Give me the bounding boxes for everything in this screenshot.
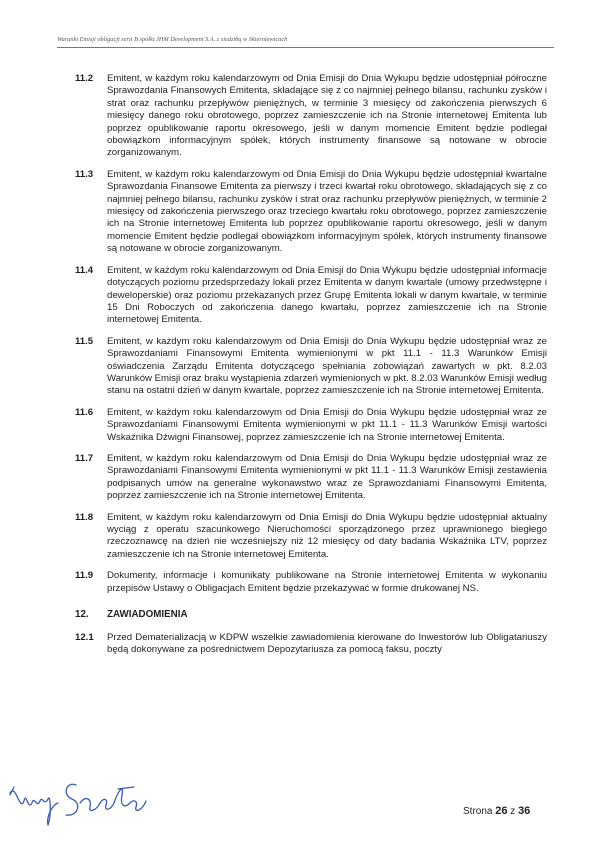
clause-number: 11.7 [75,452,94,464]
clause-text: Dokumenty, informacje i komunikaty publikowane na Stronie internetowej Emitenta w wykonaniu przepisów Ustawy o Obligacjach Emitent będzie przekazywać w formie drukowanej NS. [107,570,547,594]
page-label: Strona [463,806,493,817]
clause-text: Emitent, w każdym roku kalendarzowym od Dnia Emisji do Dnia Wykupu będzie udostępniał informacje dotyczących poziomu przedsprzedaży lokali przez Emitenta w danym kwartale (umowy przedwstępne i deweloperskie) oraz poziomu przekazanych przez Grupę Emitenta lokali w danym kwartale, w terminie 15 Dni Roboczych od zakończenia danego kwartału, poprzez zamieszczenie ich na Stronie internetowej Emitenta. [107,264,547,326]
page-number [463,805,530,817]
clause-text: Emitent, w każdym roku kalendarzowym od Dnia Emisji do Dnia Wykupu będzie udostępniał wraz ze Sprawozdaniami Finansowymi Emitenta wymienionymi w pkt 11.1 - 11.3 Warunków Emisji wartości Wskaźnika Dźwigni Finansowej, poprzez zamieszczenie ich na Stronie internetowej Emitenta. [107,406,547,443]
page-current: 26 [495,805,508,817]
section-heading [75,609,547,620]
clause-number: 11.5 [75,335,94,347]
clause-number: 11.9 [75,570,94,582]
clause-number: 11.2 [75,73,94,84]
clause-11-6 [75,407,547,444]
clause-number: 11.6 [75,406,94,418]
clause-11-7 [75,453,547,503]
document-body [75,73,547,666]
clause-number: 11.4 [75,264,94,276]
clause-text: Przed Dematerializacją w KDPW wszelkie zawiadomienia kierowane do Inwestorów lub Obligatariuszy będą dokonywane za pośrednictwem Depozytariusza za pomocą faksu, poczty [107,632,547,656]
page-separator: z [510,806,516,817]
section-title: ZAWIADOMIENIA [107,609,188,621]
clause-text: Emitent, w każdym roku kalendarzowym od Dnia Emisji do Dnia Wykupu będzie udostępniał półroczne Sprawozdania Finansowych Emitenta, składające się z co najmniej pełnego bilansu, rachunku zysków i strat oraz rachunku przepływów pieniężnych, w terminie 3 miesięcy od zakończenia pierwszych 6 miesięcy danego roku obrotowego, poprzez zamieszczenie ich na Stronie internetowej Emitenta lub poprzez opublikowanie raportu okresowego, jeśli w danym momencie Emitent będzie podlegał obowiązkom informacyjnym spółek, których instrumenty finansowe są notowane w obrocie zorganizowanym. [107,73,547,159]
clause-number: 11.3 [75,168,94,180]
clause-11-4 [75,265,547,327]
clause-text: Emitent, w każdym roku kalendarzowym od Dnia Emisji do Dnia Wykupu będzie udostępniał aktualny wyciąg z operatu szacunkowego Nieruchomości sporządzonego przez uprawnionego biegłego rzeczoznawcę na dzień nie wcześniejszy niż 12 miesięcy od daty badania Wskaźnika LTV, poprzez zamieszczenie ich na Stronie internetowej Emitenta. [107,511,547,560]
header-divider [57,47,554,48]
document-header: Warunki Emisji obligacji serii B spółki JHM Development S.A. z siedzibą w Skierniewicach [57,36,288,43]
clause-11-2 [75,73,547,160]
handwritten-signature [6,773,156,833]
clause-12-1 [75,632,547,657]
clause-11-5 [75,336,547,398]
clause-11-3 [75,169,547,256]
clause-number: 12.1 [75,632,94,644]
clause-number: 11.8 [75,511,94,523]
clause-text: Emitent, w każdym roku kalendarzowym od Dnia Emisji do Dnia Wykupu będzie udostępniał wraz ze Sprawozdaniami Finansowymi Emitenta wymienionymi w pkt 11.1 - 11.3 Warunków Emisji zestawienia podpisanych umów na generalne wykonawstwo wraz ze Sprawozdaniami Finansowymi Emitenta, poprzez zamieszczenie ich na Stronie internetowej Emitenta. [107,452,547,502]
clause-11-9 [75,570,547,595]
page-total: 36 [518,805,531,817]
clause-text: Emitent, w każdym roku kalendarzowym od Dnia Emisji do Dnia Wykupu będzie udostępniał wraz ze Sprawozdaniami Finansowymi Emitenta wymienionymi w pkt 11.1 - 11.3 Warunków Emisji oświadczenia Zarządu Emitenta dotyczącego spełniania zobowiązań zawartych w pkt. 8.2.03 Warunków Emisji oraz braku wystąpienia zdarzeń wymienionych w pkt. 8.2.03 Warunków Emisji według stanu na ostatni dzień w danym kwartale, poprzez zamieszczenie ich na Stronie internetowej Emitenta. [107,335,547,397]
section-number: 12. [75,609,89,621]
clause-text: Emitent, w każdym roku kalendarzowym od Dnia Emisji do Dnia Wykupu będzie udostępniał kwartalne Sprawozdania Finansowe Emitenta za pierwszy i trzeci kwartał roku obrotowego, składających się z co najmniej pełnego bilansu, rachunku zysków i strat oraz rachunku przepływów pieniężnych, w terminie 2 miesięcy od zakończenia pierwszego oraz trzeciego kwartału roku obrotowego, poprzez zamieszczenie ich na Stronie internetowej Emitenta lub poprzez opublikowanie raportu okresowego, jeśli w danym momencie Emitent będzie podlegał obowiązkom informacyjnym spółek, których instrumenty finansowe są notowane w obrocie zorganizowanym. [107,168,547,255]
clause-11-8 [75,512,547,562]
